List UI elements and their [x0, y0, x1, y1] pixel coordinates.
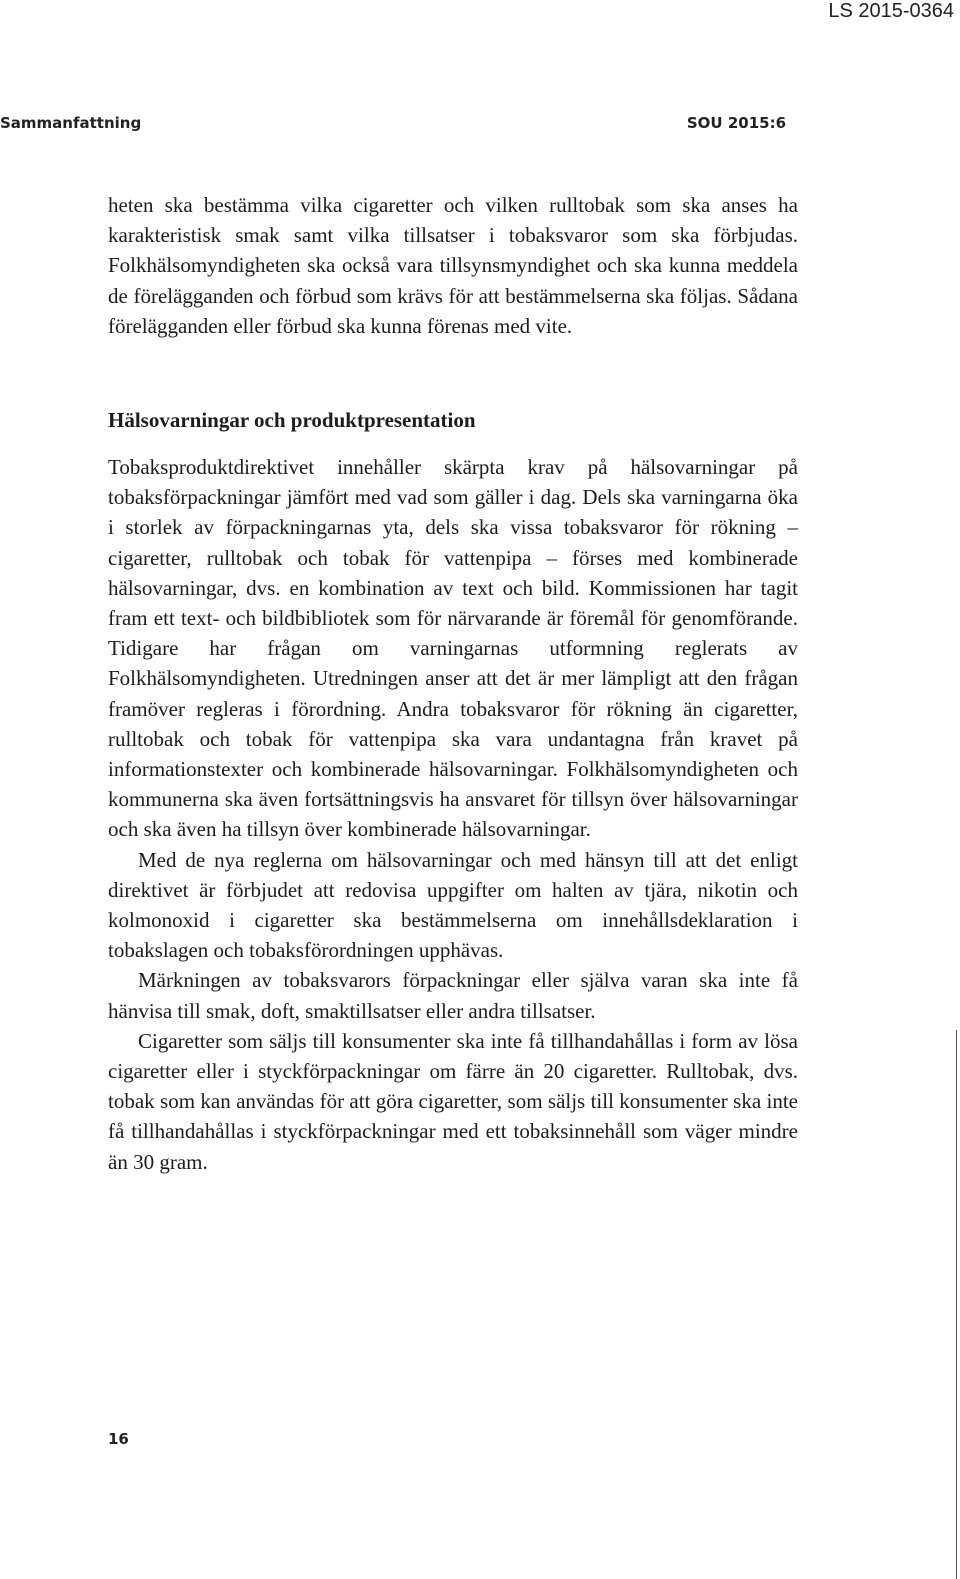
intro-paragraph: heten ska bestämma vilka cigaretter och vilken rulltobak som ska anses ha karakteristisk smak samt vilka tillsatser i tobaksvaror som ska förbjudas. Folkhälsomyndigheten ska också vara tillsynsmyndighet och ska kunna meddela de förelägganden och förbud som krävs för att bestämmelserna ska följas. Sådana förelägganden eller förbud ska kunna förenas med vite. — [108, 193, 798, 338]
page-body — [108, 190, 798, 1177]
running-head-report-number: SOU 2015:6 — [686, 114, 786, 132]
section-paragraph-1: Tobaksproduktdirektivet innehåller skärpta krav på hälsovarningar på tobaksförpackningar jämfört med vad som gäller i dag. Dels ska varningarna öka i storlek av förpackningarnas yta, dels ska vissa tobaksvaror för rökning – cigaretter, rulltobak och tobak för vattenpipa – förses med kombinerade hälsovarningar, dvs. en kombination av text och bild. Kommissionen har tagit fram ett text- och bildbibliotek som för närvarande är föremål för genomförande. Tidigare har frågan om varningarnas utformning reglerats av Folkhälsomyndigheten. Utredningen anser att det är mer lämpligt att den frågan framöver regleras i förordning. Andra tobaksvaror för rökning än cigaretter, rulltobak och tobak för vattenpipa ska vara undantagna från kravet på informationstexter och kombinerade hälsovarningar. Folkhälsomyndigheten och kommunerna ska även fortsättningsvis ha ansvaret för tillsyn över hälsovarningar och ska även ha tillsyn över kombinerade hälsovarningar. — [108, 455, 798, 842]
section-paragraph-4: Cigaretter som säljs till konsumenter ska inte få tillhandahållas i form av lösa cigaretter eller i styckförpackningar om färre än 20 cigaretter. Rulltobak, dvs. tobak som kan användas för att göra cigaretter, som säljs till konsumenter ska inte få tillhandahållas i styckförpackningar med ett tobaksinnehåll som väger mindre än 30 gram. — [108, 1028, 798, 1174]
scan-edge-line — [956, 1030, 957, 1579]
section-heading: Hälsovarningar och produktpresentation — [108, 408, 476, 433]
section-paragraph-2: Med de nya reglerna om hälsovarningar och med hänsyn till att det enligt direktivet är förbjudet att redovisa uppgifter om halten av tjära, nikotin och kolmonoxid i cigaretter ska bestämmelserna om innehållsdeklaration i tobakslagen och tobaksförordningen upphävas. — [108, 847, 798, 963]
running-head-section: Sammanfattning — [0, 114, 142, 132]
page-number: 16 — [108, 1430, 129, 1448]
document-id: LS 2015-0364 — [828, 0, 954, 22]
running-head — [0, 114, 786, 132]
section-paragraph-3: Märkningen av tobaksvarors förpackningar eller själva varan ska inte få hänvisa till smak, doft, smaktillsatser eller andra tillsatser. — [108, 968, 798, 1023]
